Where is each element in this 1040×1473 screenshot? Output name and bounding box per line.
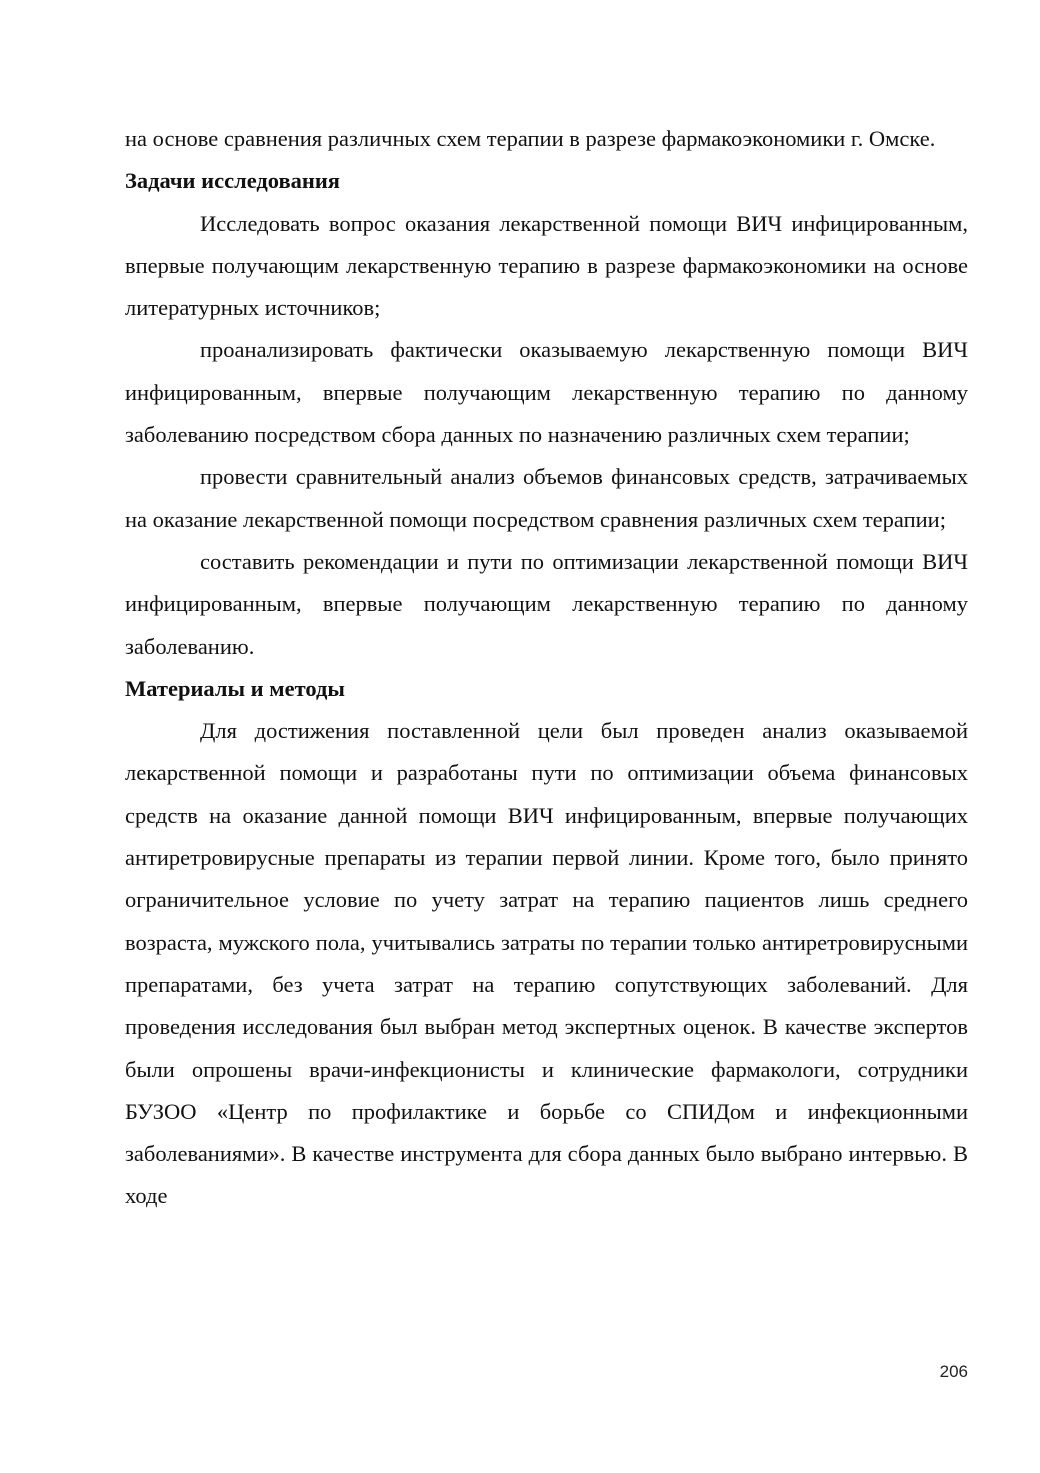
intro-continuation-paragraph: на основе сравнения различных схем терапии в разрезе фармакоэкономики г. Омске.	[125, 126, 936, 151]
methods-heading: Материалы и методы	[125, 675, 345, 701]
tasks-heading: Задачи исследования	[125, 168, 340, 194]
task-paragraph-1: Исследовать вопрос оказания лекарственной помощи ВИЧ инфицированным, впервые получающим лекарственную терапию в разрезе фармакоэкономики на основе литературных источников;	[125, 210, 968, 321]
methods-paragraph: Для достижения поставленной цели был проведен анализ оказываемой лекарственной помощи и разработаны пути по оптимизации объема финансовых средств на оказание данной помощи ВИЧ инфицированным, впервые получающих антиретровирусные препараты из терапии первой линии. Кроме того, было принято ограничительное условие по учету затрат на терапию пациентов лишь среднего возраста, мужского пола, учитывались затраты по терапии только антиретровирусными препаратами, без учета затрат на терапию сопутствующих заболеваний. Для проведения исследования был выбран метод экспертных оценок. В качестве экспертов были опрошены врачи-инфекционисты и клинические фармакологи, сотрудники БУЗОО «Центр по профилактике и борьбе со СПИДом и инфекционными заболеваниями». В качестве инструмента для сбора данных было выбрано интервью. В ходе	[125, 718, 968, 1209]
document-page	[125, 118, 968, 1218]
task-paragraph-3: провести сравнительный анализ объемов финансовых средств, затрачиваемых на оказание лекарственной помощи посредством сравнения различных схем терапии;	[125, 464, 968, 532]
task-paragraph-2: проанализировать фактически оказываемую лекарственную помощи ВИЧ инфицированным, впервые получающим лекарственную терапию по данному заболеванию посредством сбора данных по назначению различных схем терапии;	[125, 337, 968, 448]
page-number: 206	[939, 1362, 968, 1381]
task-paragraph-4: составить рекомендации и пути по оптимизации лекарственной помощи ВИЧ инфицированным, впервые получающим лекарственную терапию по данному заболеванию.	[125, 548, 968, 659]
